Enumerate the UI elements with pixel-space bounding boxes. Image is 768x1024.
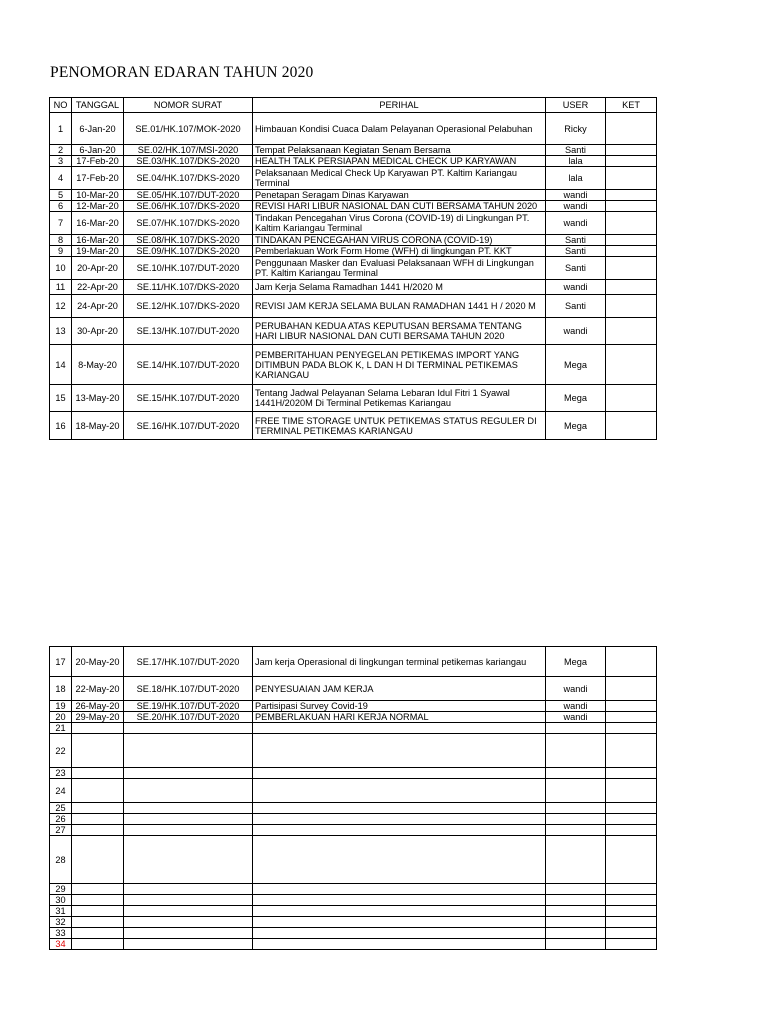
row-no: 14 (50, 345, 72, 385)
row-user: lala (546, 167, 606, 190)
row-ket (606, 647, 657, 677)
row-user (546, 734, 606, 768)
row-nomor-surat: SE.06/HK.107/DKS-2020 (124, 201, 253, 212)
header-nomor-surat: NOMOR SURAT (124, 98, 253, 113)
row-no: 15 (50, 385, 72, 412)
row-perihal (253, 917, 546, 928)
row-nomor-surat: SE.20/HK.107/DUT-2020 (124, 712, 253, 723)
row-user: wandi (546, 701, 606, 712)
table-row (50, 928, 657, 939)
header-no: NO (50, 98, 72, 113)
row-ket (606, 928, 657, 939)
row-ket (606, 814, 657, 825)
row-ket (606, 280, 657, 295)
row-tanggal (72, 928, 124, 939)
circular-register-table (49, 97, 657, 440)
row-no: 11 (50, 280, 72, 295)
row-user: Santi (546, 295, 606, 318)
row-perihal (253, 939, 546, 950)
row-perihal: Pelaksanaan Medical Check Up Karyawan PT. Kaltim Kariangau Terminal (253, 167, 546, 190)
row-nomor-surat: SE.17/HK.107/DUT-2020 (124, 647, 253, 677)
row-user: Santi (546, 257, 606, 280)
row-tanggal: 30-Apr-20 (72, 318, 124, 345)
row-perihal (253, 906, 546, 917)
row-user: wandi (546, 190, 606, 201)
row-nomor-surat (124, 895, 253, 906)
table-row (50, 201, 657, 212)
row-user: Mega (546, 345, 606, 385)
row-tanggal (72, 814, 124, 825)
row-ket (606, 113, 657, 145)
row-nomor-surat (124, 814, 253, 825)
header-user: USER (546, 98, 606, 113)
row-no: 4 (50, 167, 72, 190)
row-perihal: TINDAKAN PENCEGAHAN VIRUS CORONA (COVID-19) (253, 235, 546, 246)
row-ket (606, 167, 657, 190)
table-row (50, 246, 657, 257)
row-tanggal (72, 734, 124, 768)
row-ket (606, 734, 657, 768)
row-user: wandi (546, 201, 606, 212)
table-row (50, 345, 657, 385)
row-user: lala (546, 156, 606, 167)
row-no: 13 (50, 318, 72, 345)
row-nomor-surat: SE.19/HK.107/DUT-2020 (124, 701, 253, 712)
row-user: Mega (546, 412, 606, 440)
row-no: 8 (50, 235, 72, 246)
row-nomor-surat (124, 803, 253, 814)
table-row (50, 939, 657, 950)
table-row (50, 884, 657, 895)
row-no: 31 (50, 906, 72, 917)
row-tanggal: 17-Feb-20 (72, 167, 124, 190)
row-perihal: PENYESUAIAN JAM KERJA (253, 677, 546, 701)
row-tanggal: 18-May-20 (72, 412, 124, 440)
table-row (50, 677, 657, 701)
row-tanggal: 29-May-20 (72, 712, 124, 723)
row-perihal (253, 723, 546, 734)
row-perihal: PERUBAHAN KEDUA ATAS KEPUTUSAN BERSAMA TENTANG HARI LIBUR NASIONAL DAN CUTI BERSAMA TAHUN 2020 (253, 318, 546, 345)
row-ket (606, 190, 657, 201)
row-ket (606, 701, 657, 712)
row-user (546, 803, 606, 814)
row-ket (606, 145, 657, 156)
row-nomor-surat (124, 917, 253, 928)
row-user: Santi (546, 145, 606, 156)
row-tanggal: 20-Apr-20 (72, 257, 124, 280)
row-ket (606, 212, 657, 235)
row-no: 10 (50, 257, 72, 280)
table-row (50, 295, 657, 318)
row-perihal: FREE TIME STORAGE UNTUK PETIKEMAS STATUS REGULER DI TERMINAL PETIKEMAS KARIANGAU (253, 412, 546, 440)
row-perihal: Jam kerja Operasional di lingkungan terminal petikemas kariangau (253, 647, 546, 677)
row-ket (606, 939, 657, 950)
table-row (50, 647, 657, 677)
table-row (50, 156, 657, 167)
row-nomor-surat (124, 768, 253, 779)
row-nomor-surat: SE.14/HK.107/DUT-2020 (124, 345, 253, 385)
circular-register-table-continued (49, 646, 657, 950)
row-perihal: Tempat Pelaksanaan Kegiatan Senam Bersama (253, 145, 546, 156)
row-perihal: Penggunaan Masker dan Evaluasi Pelaksanaan WFH di Lingkungan PT. Kaltim Kariangau Terminal (253, 257, 546, 280)
row-user (546, 768, 606, 779)
row-ket (606, 295, 657, 318)
row-no: 25 (50, 803, 72, 814)
row-user: wandi (546, 280, 606, 295)
row-user: Mega (546, 385, 606, 412)
row-nomor-surat: SE.12/HK.107/DKS-2020 (124, 295, 253, 318)
row-user: Santi (546, 235, 606, 246)
row-user (546, 723, 606, 734)
row-no: 23 (50, 768, 72, 779)
row-no: 9 (50, 246, 72, 257)
table-row (50, 280, 657, 295)
row-no: 28 (50, 836, 72, 884)
table-row (50, 768, 657, 779)
row-ket (606, 895, 657, 906)
row-no: 33 (50, 928, 72, 939)
table-row (50, 712, 657, 723)
table-row (50, 145, 657, 156)
row-nomor-surat: SE.13/HK.107/DUT-2020 (124, 318, 253, 345)
row-perihal: Jam Kerja Selama Ramadhan 1441 H/2020 M (253, 280, 546, 295)
table-row (50, 167, 657, 190)
row-perihal (253, 803, 546, 814)
row-ket (606, 257, 657, 280)
row-tanggal (72, 884, 124, 895)
row-user (546, 906, 606, 917)
row-tanggal: 10-Mar-20 (72, 190, 124, 201)
table-row (50, 895, 657, 906)
row-no: 3 (50, 156, 72, 167)
row-perihal (253, 895, 546, 906)
row-perihal (253, 884, 546, 895)
table-row (50, 814, 657, 825)
row-ket (606, 768, 657, 779)
row-ket (606, 712, 657, 723)
row-no: 26 (50, 814, 72, 825)
row-no: 6 (50, 201, 72, 212)
row-user: wandi (546, 677, 606, 701)
row-user (546, 917, 606, 928)
row-perihal: Himbauan Kondisi Cuaca Dalam Pelayanan Operasional Pelabuhan (253, 113, 546, 145)
row-ket (606, 723, 657, 734)
row-no: 7 (50, 212, 72, 235)
row-user (546, 825, 606, 836)
row-nomor-surat: SE.05/HK.107/DUT-2020 (124, 190, 253, 201)
row-ket (606, 235, 657, 246)
row-user (546, 814, 606, 825)
row-tanggal (72, 768, 124, 779)
row-nomor-surat (124, 734, 253, 768)
row-tanggal: 20-May-20 (72, 647, 124, 677)
row-perihal (253, 814, 546, 825)
row-tanggal (72, 906, 124, 917)
table-row (50, 779, 657, 803)
row-nomor-surat: SE.07/HK.107/DKS-2020 (124, 212, 253, 235)
table-row (50, 318, 657, 345)
row-perihal (253, 836, 546, 884)
row-no: 20 (50, 712, 72, 723)
row-perihal: REVISI JAM KERJA SELAMA BULAN RAMADHAN 1441 H / 2020 M (253, 295, 546, 318)
row-perihal (253, 768, 546, 779)
row-tanggal: 19-Mar-20 (72, 246, 124, 257)
row-no: 19 (50, 701, 72, 712)
row-user (546, 884, 606, 895)
row-ket (606, 246, 657, 257)
row-perihal: Penetapan Seragam Dinas Karyawan (253, 190, 546, 201)
table-row (50, 412, 657, 440)
row-perihal: PEMBERLAKUAN HARI KERJA NORMAL (253, 712, 546, 723)
row-user (546, 836, 606, 884)
table-row (50, 906, 657, 917)
row-nomor-surat (124, 825, 253, 836)
row-tanggal (72, 917, 124, 928)
row-nomor-surat (124, 836, 253, 884)
row-ket (606, 917, 657, 928)
table-row (50, 917, 657, 928)
row-no: 18 (50, 677, 72, 701)
row-perihal: Tindakan Pencegahan Virus Corona (COVID-19) di Lingkungan PT. Kaltim Kariangau Terminal (253, 212, 546, 235)
row-ket (606, 677, 657, 701)
row-no: 17 (50, 647, 72, 677)
header-ket: KET (606, 98, 657, 113)
row-no: 24 (50, 779, 72, 803)
row-user: wandi (546, 712, 606, 723)
row-tanggal (72, 779, 124, 803)
row-perihal: Tentang Jadwal Pelayanan Selama Lebaran Idul Fitri 1 Syawal 1441H/2020M Di Terminal Petikemas Kariangau (253, 385, 546, 412)
row-user: wandi (546, 212, 606, 235)
row-no: 21 (50, 723, 72, 734)
row-tanggal: 16-Mar-20 (72, 235, 124, 246)
row-nomor-surat (124, 723, 253, 734)
row-nomor-surat: SE.11/HK.107/DKS-2020 (124, 280, 253, 295)
row-tanggal: 16-Mar-20 (72, 212, 124, 235)
row-tanggal: 17-Feb-20 (72, 156, 124, 167)
row-nomor-surat (124, 928, 253, 939)
row-no: 5 (50, 190, 72, 201)
row-no: 30 (50, 895, 72, 906)
row-perihal (253, 779, 546, 803)
table-row (50, 257, 657, 280)
row-ket (606, 345, 657, 385)
table-row (50, 113, 657, 145)
row-ket (606, 156, 657, 167)
row-nomor-surat: SE.16/HK.107/DUT-2020 (124, 412, 253, 440)
row-tanggal: 22-May-20 (72, 677, 124, 701)
row-user: Ricky (546, 113, 606, 145)
row-ket (606, 825, 657, 836)
row-ket (606, 779, 657, 803)
row-nomor-surat: SE.15/HK.107/DUT-2020 (124, 385, 253, 412)
row-tanggal (72, 723, 124, 734)
header-tanggal: TANGGAL (72, 98, 124, 113)
row-perihal: PEMBERITAHUAN PENYEGELAN PETIKEMAS IMPORT YANG DITIMBUN PADA BLOK K, L DAN H DI TERMINAL PETIKEMAS KARIANGAU (253, 345, 546, 385)
row-nomor-surat (124, 906, 253, 917)
row-nomor-surat: SE.03/HK.107/DKS-2020 (124, 156, 253, 167)
row-no: 12 (50, 295, 72, 318)
row-nomor-surat: SE.09/HK.107/DKS-2020 (124, 246, 253, 257)
row-nomor-surat: SE.10/HK.107/DUT-2020 (124, 257, 253, 280)
table-row (50, 836, 657, 884)
row-ket (606, 385, 657, 412)
table-row (50, 235, 657, 246)
row-user: Santi (546, 246, 606, 257)
row-nomor-surat: SE.01/HK.107/MOK-2020 (124, 113, 253, 145)
row-tanggal (72, 895, 124, 906)
table-row (50, 212, 657, 235)
row-tanggal (72, 939, 124, 950)
row-no: 22 (50, 734, 72, 768)
row-no: 27 (50, 825, 72, 836)
row-ket (606, 836, 657, 884)
row-no: 1 (50, 113, 72, 145)
header-perihal: PERIHAL (253, 98, 546, 113)
row-no: 2 (50, 145, 72, 156)
row-tanggal: 6-Jan-20 (72, 145, 124, 156)
page-title: PENOMORAN EDARAN TAHUN 2020 (50, 64, 314, 81)
row-no: 29 (50, 884, 72, 895)
row-tanggal (72, 836, 124, 884)
row-tanggal: 24-Apr-20 (72, 295, 124, 318)
row-ket (606, 884, 657, 895)
table-row (50, 803, 657, 814)
table-row (50, 723, 657, 734)
table-row (50, 385, 657, 412)
row-nomor-surat (124, 779, 253, 803)
row-perihal (253, 734, 546, 768)
row-perihal: Pemberlakuan Work Form Home (WFH) di lingkungan PT. KKT (253, 246, 546, 257)
row-nomor-surat (124, 939, 253, 950)
row-nomor-surat (124, 884, 253, 895)
table-row (50, 190, 657, 201)
row-user: wandi (546, 318, 606, 345)
row-nomor-surat: SE.08/HK.107/DKS-2020 (124, 235, 253, 246)
row-no: 16 (50, 412, 72, 440)
row-user (546, 939, 606, 950)
row-perihal: Partisipasi Survey Covid-19 (253, 701, 546, 712)
row-tanggal: 6-Jan-20 (72, 113, 124, 145)
row-ket (606, 318, 657, 345)
row-nomor-surat: SE.02/HK.107/MSI-2020 (124, 145, 253, 156)
table-row (50, 701, 657, 712)
row-ket (606, 803, 657, 814)
row-perihal (253, 825, 546, 836)
row-user (546, 779, 606, 803)
row-user (546, 928, 606, 939)
row-perihal: REVISI HARI LIBUR NASIONAL DAN CUTI BERSAMA TAHUN 2020 (253, 201, 546, 212)
row-tanggal: 13-May-20 (72, 385, 124, 412)
row-tanggal: 26-May-20 (72, 701, 124, 712)
row-no: 32 (50, 917, 72, 928)
row-ket (606, 906, 657, 917)
row-no: 34 (50, 939, 72, 950)
row-user (546, 895, 606, 906)
row-tanggal: 22-Apr-20 (72, 280, 124, 295)
table-header-row (50, 98, 657, 113)
row-tanggal (72, 825, 124, 836)
table-row (50, 825, 657, 836)
row-user: Mega (546, 647, 606, 677)
row-nomor-surat: SE.18/HK.107/DUT-2020 (124, 677, 253, 701)
table-row (50, 734, 657, 768)
row-tanggal: 12-Mar-20 (72, 201, 124, 212)
row-ket (606, 412, 657, 440)
row-nomor-surat: SE.04/HK.107/DKS-2020 (124, 167, 253, 190)
row-tanggal (72, 803, 124, 814)
row-ket (606, 201, 657, 212)
row-perihal (253, 928, 546, 939)
row-tanggal: 8-May-20 (72, 345, 124, 385)
row-perihal: HEALTH TALK PERSIAPAN MEDICAL CHECK UP KARYAWAN (253, 156, 546, 167)
